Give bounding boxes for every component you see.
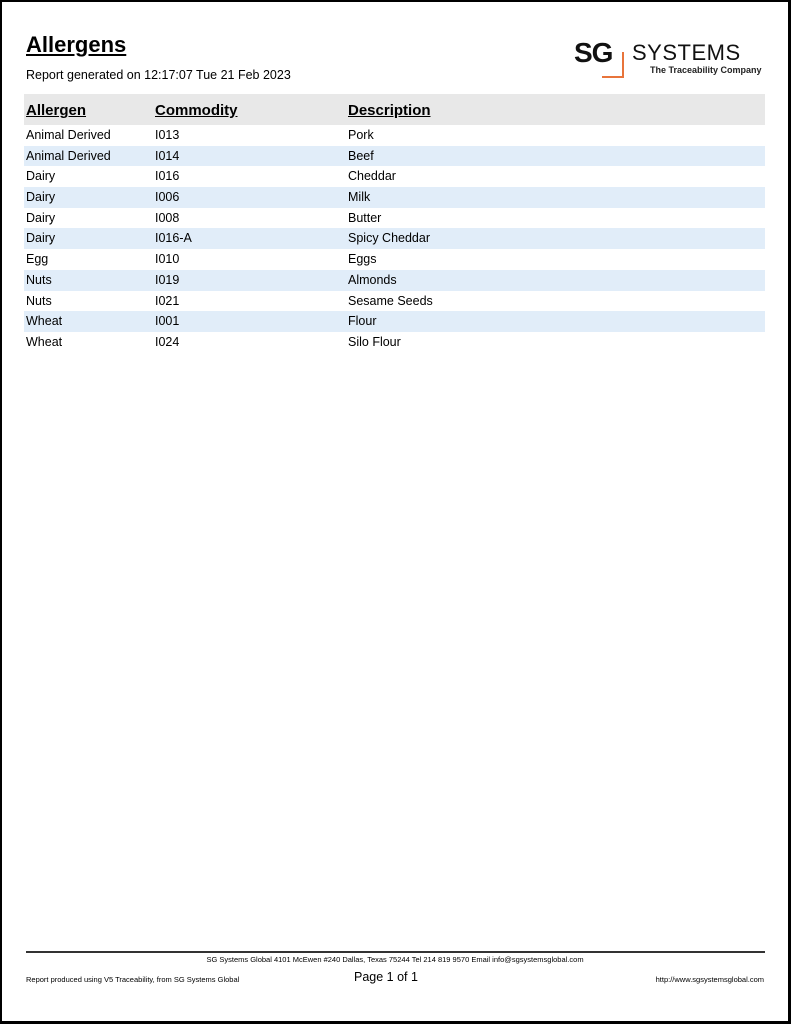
cell-description: Butter xyxy=(348,210,382,225)
table-row xyxy=(24,311,765,332)
report-title: Allergens xyxy=(26,32,127,57)
cell-commodity: I001 xyxy=(155,314,180,329)
cell-description: Milk xyxy=(348,190,371,205)
cell-description: Flour xyxy=(348,314,377,329)
table-row xyxy=(24,332,765,353)
table-row xyxy=(24,146,765,167)
cell-allergen: Nuts xyxy=(26,272,52,287)
table-body xyxy=(24,125,765,353)
cell-commodity: I021 xyxy=(155,293,180,308)
cell-commodity: I010 xyxy=(155,252,180,267)
cell-allergen: Nuts xyxy=(26,293,52,308)
table-row xyxy=(24,125,765,146)
cell-commodity: I008 xyxy=(155,210,180,225)
cell-description: Pork xyxy=(348,128,374,142)
cell-allergen: Dairy xyxy=(26,210,56,225)
cell-allergen: Dairy xyxy=(26,231,56,246)
table-row xyxy=(24,270,765,291)
cell-commodity: I016 xyxy=(155,169,180,184)
cell-allergen: Animal Derived xyxy=(26,128,111,142)
table-row xyxy=(24,228,765,249)
cell-commodity: I019 xyxy=(155,272,180,287)
logo-mark: SG xyxy=(574,37,613,68)
footer-divider xyxy=(26,951,765,953)
cell-description: Almonds xyxy=(348,272,397,287)
footer-url: http://www.sgsystemsglobal.com xyxy=(655,975,764,984)
table-row xyxy=(24,166,765,187)
cell-allergen: Animal Derived xyxy=(26,148,111,163)
cell-allergen: Dairy xyxy=(26,190,56,205)
table-row xyxy=(24,187,765,208)
cell-commodity: I016-A xyxy=(155,231,192,246)
allergens-table xyxy=(24,94,765,353)
table-row xyxy=(24,208,765,229)
report-generated-timestamp: Report generated on 12:17:07 Tue 21 Feb 2023 xyxy=(26,68,291,82)
cell-allergen: Egg xyxy=(26,252,49,267)
cell-allergen: Dairy xyxy=(26,169,56,184)
logo-tagline: The Traceability Company xyxy=(650,65,762,75)
table-row xyxy=(24,249,765,270)
cell-allergen: Wheat xyxy=(26,334,63,349)
cell-commodity: I014 xyxy=(155,148,180,163)
column-header-allergen: Allergen xyxy=(26,102,87,119)
footer-address: SG Systems Global 4101 McEwen #240 Dallas, Texas 75244 Tel 214 819 9570 Email info@sgsystemsglobal.com xyxy=(206,955,584,964)
column-header-commodity: Commodity xyxy=(155,102,238,119)
table-header xyxy=(24,94,765,125)
column-header-description: Description xyxy=(348,102,431,119)
logo-name: SYSTEMS xyxy=(632,40,741,65)
cell-description: Beef xyxy=(348,148,374,163)
cell-allergen: Wheat xyxy=(26,314,63,329)
cell-commodity: I024 xyxy=(155,334,180,349)
cell-description: Eggs xyxy=(348,252,377,267)
report-page xyxy=(2,2,788,1021)
cell-description: Silo Flour xyxy=(348,334,401,349)
cell-description: Cheddar xyxy=(348,169,396,184)
cell-description: Sesame Seeds xyxy=(348,293,433,308)
footer-produced-by: Report produced using V5 Traceability, from SG Systems Global xyxy=(26,975,240,984)
cell-commodity: I006 xyxy=(155,190,180,205)
cell-commodity: I013 xyxy=(155,128,180,142)
page-number: Page 1 of 1 xyxy=(354,970,418,984)
table-row xyxy=(24,291,765,312)
cell-description: Spicy Cheddar xyxy=(348,231,430,246)
company-logo xyxy=(574,38,774,84)
logo-bracket-icon xyxy=(602,52,624,78)
